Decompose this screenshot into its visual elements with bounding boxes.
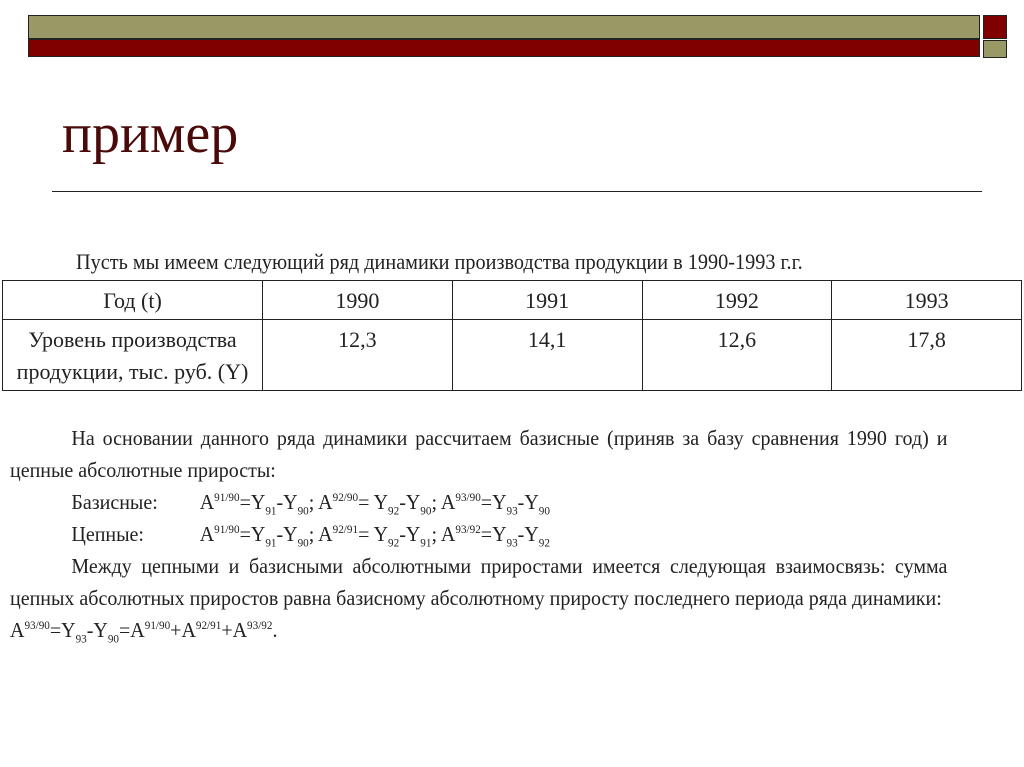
formula-part: =Y	[480, 522, 507, 546]
header-bar-olive	[28, 15, 980, 39]
formula-sub: 91	[420, 535, 432, 550]
table-cell: 14,1	[452, 319, 642, 390]
formula-part: -Y	[86, 618, 108, 642]
formula-sub: 90	[538, 503, 550, 518]
formula-part: =Y	[49, 618, 76, 642]
formula-sub: 91	[265, 503, 277, 518]
formula-sub: 90	[297, 535, 309, 550]
slide-title: пример	[62, 103, 239, 165]
formula-part: =Y	[239, 522, 266, 546]
formula-part: .	[272, 618, 278, 642]
formula-sub: 90	[420, 503, 432, 518]
formula-part: -Y	[399, 490, 421, 514]
formula-sup: 92/90	[332, 489, 359, 504]
formula-part: -Y	[276, 522, 298, 546]
formula-sup: 93/92	[247, 617, 273, 632]
table-cell: 1993	[832, 281, 1022, 320]
formula-part: -Y	[517, 522, 539, 546]
formula-part: A	[199, 490, 215, 514]
table-cell: 17,8	[832, 319, 1022, 390]
formula-part: ; A	[431, 522, 456, 546]
formula-sub: 93	[75, 631, 87, 646]
formula-sup: 91/90	[214, 521, 240, 536]
table-cell: 12,3	[263, 319, 453, 390]
formula-part: =A	[119, 618, 145, 642]
formula-sup: 91/90	[144, 617, 171, 632]
row-label	[3, 319, 263, 390]
row-label-line2: продукции, тыс. руб. (Y)	[16, 358, 249, 384]
formula-part: A	[199, 522, 215, 546]
formula-part: +A	[221, 618, 248, 642]
formula-part: -Y	[517, 490, 539, 514]
paragraph-base: На основании данного ряда динамики рассчитаем базисные (приняв за базу сравнения 1990 год) и цепные абсолютные приросты:	[10, 426, 948, 482]
formula-part: ; A	[308, 490, 333, 514]
data-table	[2, 280, 1022, 391]
formula-sup: 93/90	[24, 617, 50, 632]
formula-final	[10, 614, 947, 646]
table-cell: 12,6	[642, 319, 832, 390]
formula-sup: 93/92	[455, 521, 481, 536]
intro-text: Пусть мы имеем следующий ряд динамики производства продукции в 1990-1993 г.г.	[76, 249, 803, 274]
formula-label: Базисные:	[71, 490, 158, 514]
table-cell: 1990	[263, 281, 453, 320]
formula-sub: 92	[538, 535, 550, 550]
table-row	[3, 319, 1022, 390]
header-bar-maroon	[28, 39, 980, 57]
corner-square-olive	[983, 40, 1007, 58]
title-divider	[52, 191, 982, 192]
formula-sup: 92/91	[332, 521, 359, 536]
table-cell: Год (t)	[3, 281, 263, 320]
paragraph-relation: Между цепными и базисными абсолютными приростами имеется следующая взаимосвязь: сумма цепных абсолютных приростов равна базисному абсолютному приросту последнего периода ряда динамики:	[10, 554, 948, 610]
formula-part: =Y	[480, 490, 507, 514]
formula-part: = Y	[358, 522, 389, 546]
formula-chain	[10, 518, 947, 550]
formula-part: = Y	[358, 490, 389, 514]
formula-sub: 93	[506, 535, 518, 550]
table-cell: 1991	[452, 281, 642, 320]
formula-part: ; A	[431, 490, 456, 514]
formula-part: +A	[170, 618, 196, 642]
formula-label: Цепные:	[71, 522, 144, 546]
formula-part: -Y	[276, 490, 298, 514]
formula-sup: 93/90	[455, 489, 481, 504]
formula-sub: 92	[388, 535, 400, 550]
formula-basic	[10, 486, 947, 518]
corner-square-maroon	[983, 15, 1007, 39]
body-text	[10, 422, 947, 646]
formula-sup: 92/91	[195, 617, 222, 632]
formula-sub: 90	[107, 631, 120, 646]
table-header-row	[3, 281, 1022, 320]
formula-sub: 90	[297, 503, 309, 518]
formula-sub: 93	[506, 503, 518, 518]
formula-sup: 91/90	[214, 489, 240, 504]
formula-sub: 91	[265, 535, 277, 550]
formula-sub: 92	[388, 503, 400, 518]
table-cell: 1992	[642, 281, 832, 320]
row-label-line1: Уровень производства	[28, 326, 237, 352]
formula-part: ; A	[308, 522, 333, 546]
formula-part: -Y	[399, 522, 421, 546]
formula-part: =Y	[239, 490, 266, 514]
formula-part: A	[10, 618, 25, 642]
